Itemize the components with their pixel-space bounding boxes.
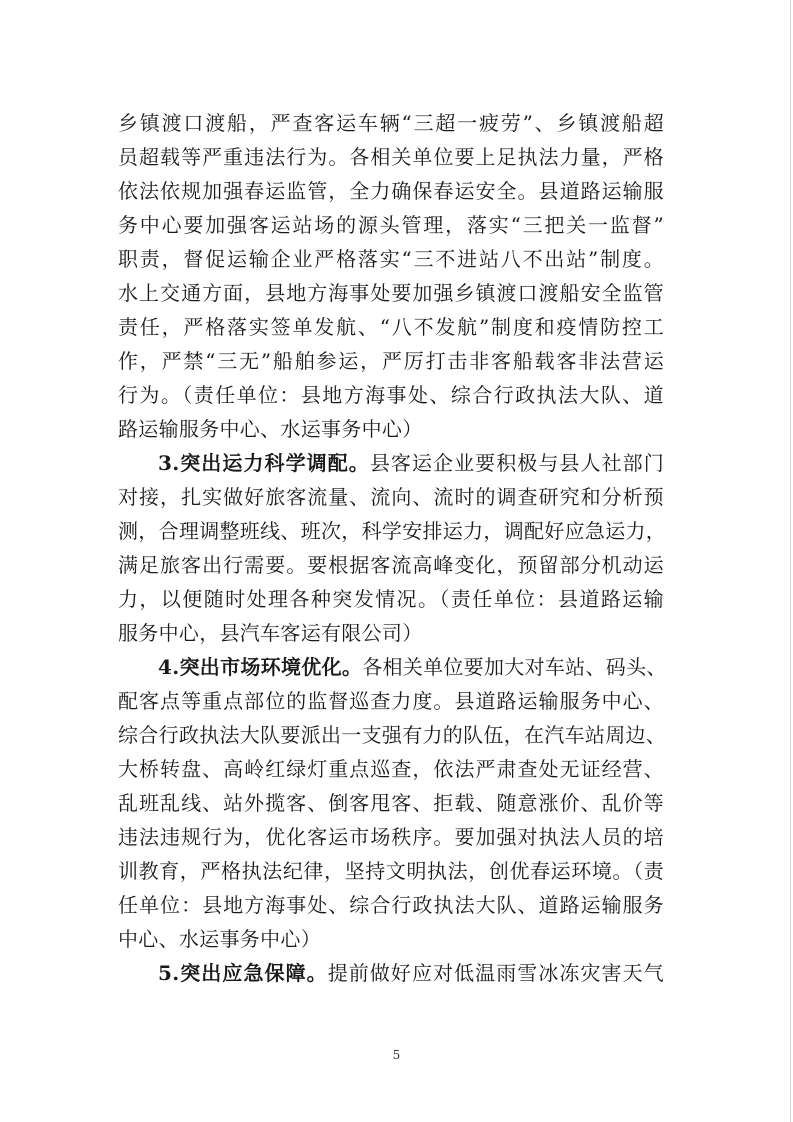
text-line: 乱班乱线、站外揽客、倒客甩客、拒载、随意涨价、乱价等 <box>118 791 664 815</box>
body-text <box>118 106 667 990</box>
text-line: 中心、水运事务中心） <box>118 927 321 951</box>
text-line: 乡镇渡口渡船，严查客运车辆“三超一疲劳”、乡镇渡船超 <box>118 111 664 135</box>
section-4-first-line <box>118 650 667 684</box>
text-line: 满足旅客出行需要。要根据客流高峰变化，预留部分机动运 <box>118 553 664 577</box>
text-line: 综合行政执法大队要派出一支强有力的队伍，在汽车站周边、 <box>118 723 667 747</box>
section-4-first-line-text: 各相关单位要加大对车站、码头、 <box>362 655 667 679</box>
section-5-first-line <box>118 956 664 990</box>
text-line: 任单位：县地方海事处、综合行政执法大队、道路运输服务 <box>118 893 664 917</box>
text-line: 配客点等重点部位的监督巡查力度。县道路运输服务中心、 <box>118 689 664 713</box>
section-5-heading: 5.突出应急保障。 <box>158 961 328 985</box>
text-line: 行为。（责任单位：县地方海事处、综合行政执法大队、道 <box>118 383 664 407</box>
section-5-first-line-text: 提前做好应对低温雨雪冰冻灾害天气 <box>327 961 664 985</box>
text-line: 责任，严格落实签单发航、“八不发航”制度和疫情防控工 <box>118 315 664 339</box>
text-line: 训教育，严格执法纪律，坚持文明执法，创优春运环境。（责 <box>118 859 664 883</box>
text-line: 路运输服务中心、水运事务中心） <box>118 417 423 441</box>
text-line: 对接，扎实做好旅客流量、流向、流时的调查研究和分析预 <box>118 485 664 509</box>
text-line: 职责，督促运输企业严格落实“三不进站八不出站”制度。 <box>118 247 664 271</box>
text-line: 大桥转盘、高岭红绿灯重点巡查，依法严肃查处无证经营、 <box>118 757 664 781</box>
text-line: 测，合理调整班线、班次，科学安排运力，调配好应急运力， <box>118 519 667 543</box>
text-line: 作，严禁“三无”船舶参运，严厉打击非客船载客非法营运 <box>118 349 664 373</box>
text-line: 依法依规加强春运监管，全力确保春运安全。县道路运输服 <box>118 179 664 203</box>
section-3-first-line <box>118 446 664 480</box>
scan-edge-divider <box>790 0 791 1122</box>
text-line: 员超载等严重违法行为。各相关单位要上足执法力量，严格 <box>118 145 664 169</box>
section-3-first-line-text: 县客运企业要积极与县人社部门 <box>369 451 664 475</box>
section-4-heading: 4.突出市场环境优化。 <box>158 655 363 679</box>
text-line: 力，以便随时处理各种突发情况。（责任单位：县道路运输 <box>118 587 664 611</box>
section-3-heading: 3.突出运力科学调配。 <box>158 451 370 475</box>
text-line: 违法违规行为，优化客运市场秩序。要加强对执法人员的培 <box>118 825 664 849</box>
text-line: 水上交通方面，县地方海事处要加强乡镇渡口渡船安全监管 <box>118 281 664 305</box>
text-line: 务中心要加强客运站场的源头管理，落实“三把关一监督” <box>118 213 664 237</box>
page-number: 5 <box>392 1048 401 1062</box>
text-line: 服务中心，县汽车客运有限公司） <box>118 621 423 645</box>
